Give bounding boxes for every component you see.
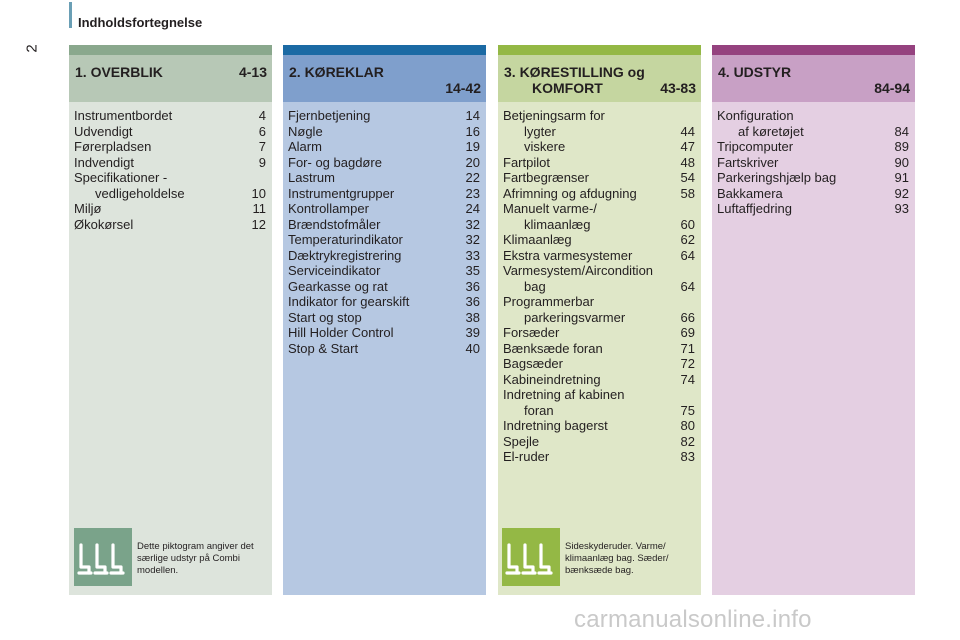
- toc-entry-label: Fartpilot: [503, 154, 550, 170]
- toc-entry[interactable]: [503, 170, 695, 186]
- toc-entry-continuation: klimaanlæg: [524, 216, 591, 232]
- toc-entry-page: 66: [680, 309, 695, 325]
- toc-entry-label: Instrumentgrupper: [288, 185, 395, 201]
- toc-entry-label: Instrumentbordet: [74, 108, 173, 123]
- toc-entry-page: 64: [680, 247, 695, 263]
- toc-entry[interactable]: [503, 325, 695, 341]
- toc-entry-continuation: foran: [524, 402, 554, 418]
- toc-entry[interactable]: [288, 139, 480, 155]
- toc-entry-label: Start og stop: [288, 309, 362, 325]
- toc-entry-page: 9: [258, 154, 266, 170]
- toc-entry[interactable]: [717, 170, 909, 186]
- toc-entry[interactable]: [503, 356, 695, 372]
- toc-entry-label: Dæktrykregistrering: [288, 247, 402, 263]
- pictogram-note: Dette piktogram angiver det særlige udstyr på Combi modellen.: [137, 541, 254, 576]
- toc-entry-continuation: lygter: [524, 123, 556, 139]
- toc-entry-label: Udvendigt: [74, 123, 133, 139]
- toc-entry-label: Alarm: [288, 139, 322, 154]
- toc-entry-page: 69: [680, 325, 695, 340]
- toc-entry-label: Konfiguration: [717, 108, 794, 123]
- toc-entry-page: 35: [465, 263, 480, 278]
- section-page-range: 14-42: [445, 80, 481, 96]
- toc-entry-page: 47: [680, 139, 695, 154]
- section-title: 4. UDSTYR: [718, 64, 792, 80]
- toc-entry-page: 93: [894, 201, 909, 216]
- toc-entry[interactable]: [288, 263, 480, 279]
- toc-entry-page: 54: [680, 170, 695, 185]
- toc-entry[interactable]: [288, 294, 480, 310]
- toc-entry[interactable]: [288, 124, 480, 140]
- toc-entry-label: Programmerbar: [503, 294, 595, 309]
- toc-entry[interactable]: [288, 186, 480, 202]
- toc-entry-label: Bænksæde foran: [503, 340, 603, 356]
- section-header[interactable]: [498, 55, 701, 102]
- toc-entry-label: Afrimning og afdugning: [503, 185, 637, 201]
- toc-entry-page: 6: [258, 123, 266, 139]
- toc-entry[interactable]: [503, 124, 695, 140]
- toc-entry[interactable]: [288, 248, 480, 264]
- section-title: 1. OVERBLIK: [75, 64, 163, 80]
- toc-entry[interactable]: [503, 232, 695, 248]
- toc-entry-continuation: bag: [524, 278, 546, 294]
- toc-entry[interactable]: [288, 217, 480, 233]
- toc-entry-page: 48: [680, 154, 695, 170]
- section-color-strip: [69, 45, 272, 55]
- toc-entry-label: Gearkasse og rat: [288, 278, 388, 294]
- toc-entry[interactable]: [288, 325, 480, 341]
- toc-entry[interactable]: [288, 155, 480, 171]
- toc-entry-label: Betjeningsarm for: [503, 108, 605, 123]
- toc-entry[interactable]: [288, 201, 480, 217]
- toc-entry[interactable]: [503, 372, 695, 388]
- toc-entry-page: 71: [680, 340, 695, 356]
- toc-entry-page: 62: [680, 232, 695, 247]
- section-overblik: [69, 45, 272, 595]
- section-body: [712, 102, 915, 595]
- pictogram-note: Sideskyderuder. Varme/ klimaanlæg bag. Sæder/ bænksæde bag.: [565, 541, 669, 576]
- toc-entry-label: Parkeringshjælp bag: [717, 170, 837, 185]
- toc-entry-continuation: viskere: [524, 139, 566, 154]
- toc-entry-label: Kontrollamper: [288, 201, 369, 216]
- toc-entry[interactable]: [74, 170, 266, 201]
- section-page-range: 84-94: [874, 80, 910, 96]
- toc-entry[interactable]: [503, 434, 695, 450]
- toc-entry-page: 22: [465, 170, 480, 185]
- toc-entry-label: Klimaanlæg: [503, 232, 572, 247]
- toc-entry[interactable]: [288, 232, 480, 248]
- toc-entry[interactable]: [717, 155, 909, 171]
- toc-entry[interactable]: [74, 217, 266, 233]
- toc-entry[interactable]: [288, 341, 480, 357]
- toc-list: [288, 108, 480, 356]
- toc-entry[interactable]: [288, 279, 480, 295]
- toc-entry[interactable]: [503, 201, 695, 232]
- section-koereklar: [283, 45, 486, 595]
- section-body: [498, 102, 701, 595]
- section-color-strip: [283, 45, 486, 55]
- toc-entry[interactable]: [503, 186, 695, 202]
- toc-entry-label: Lastrum: [288, 170, 335, 185]
- toc-entry-label: Indvendigt: [74, 154, 134, 170]
- toc-entry-page: 20: [465, 154, 480, 170]
- toc-entry[interactable]: [717, 108, 909, 139]
- toc-entry[interactable]: [288, 310, 480, 326]
- toc-entry-page: 89: [894, 139, 909, 154]
- toc-entry-label: Miljø: [74, 201, 102, 216]
- toc-entry-page: 36: [465, 278, 480, 294]
- toc-entry-page: 74: [680, 371, 695, 387]
- toc-entry-page: 32: [465, 216, 480, 232]
- toc-entry-page: 64: [680, 278, 695, 294]
- toc-entry[interactable]: [717, 186, 909, 202]
- toc-entry-page: 11: [252, 201, 266, 216]
- toc-entry-label: Fjernbetjening: [288, 108, 371, 123]
- toc-entry-label: Indikator for gearskift: [288, 294, 410, 309]
- toc-list: [717, 108, 909, 217]
- toc-entry-label: For- og bagdøre: [288, 154, 382, 170]
- toc-entry[interactable]: [503, 449, 695, 465]
- watermark: carmanualsonline.info: [574, 606, 812, 633]
- toc-entry-label: Økokørsel: [74, 216, 134, 232]
- combi-seats-icon: [502, 528, 560, 586]
- toc-entry-continuation: parkeringsvarmer: [524, 309, 626, 325]
- toc-entry-label: Luftaffjedring: [717, 201, 792, 216]
- toc-entry-page: 7: [258, 139, 266, 154]
- toc-entry[interactable]: [503, 108, 695, 124]
- toc-entry-label: El-ruder: [503, 449, 550, 464]
- toc-entry-page: 58: [680, 185, 695, 201]
- toc-entry[interactable]: [503, 387, 695, 418]
- toc-entry[interactable]: [717, 139, 909, 155]
- toc-entry-page: 84: [894, 123, 909, 139]
- toc-entry-page: 4: [258, 108, 266, 123]
- section-page-range: 4-13: [238, 64, 267, 80]
- toc-entry-label: Kabineindretning: [503, 371, 601, 387]
- toc-entry[interactable]: [503, 263, 695, 294]
- toc-entry-page: 16: [465, 123, 480, 139]
- toc-entry[interactable]: [288, 108, 480, 124]
- toc-entry-page: 80: [680, 418, 695, 433]
- toc-entry[interactable]: [717, 201, 909, 217]
- toc-entry-label: Manuelt varme-/: [503, 201, 597, 216]
- toc-entry-page: 72: [680, 356, 695, 371]
- toc-entry-label: Fartbegrænser: [503, 170, 589, 185]
- toc-entry[interactable]: [74, 155, 266, 171]
- toc-list: [503, 108, 695, 465]
- toc-entry-label: Serviceindikator: [288, 263, 381, 278]
- toc-entry-label: Nøgle: [288, 123, 323, 139]
- toc-entry-continuation: af køretøjet: [738, 123, 804, 139]
- toc-entry-page: 82: [680, 433, 695, 449]
- toc-entry[interactable]: [74, 124, 266, 140]
- toc-entry[interactable]: [74, 108, 266, 124]
- toc-entry-page: 92: [894, 185, 909, 201]
- toc-entry-page: 39: [465, 325, 480, 340]
- toc-entry[interactable]: [503, 294, 695, 325]
- toc-entry-label: Fartskriver: [717, 154, 779, 170]
- toc-entry-label: Førerpladsen: [74, 139, 152, 154]
- toc-entry-label: Varmesystem/Aircondition: [503, 263, 654, 278]
- section-koerestilling: [498, 45, 701, 595]
- toc-entry-label: Specifikationer -: [74, 170, 168, 185]
- toc-entry[interactable]: [503, 155, 695, 171]
- section-page-range: 43-83: [660, 80, 696, 96]
- toc-entry-label: Temperaturindikator: [288, 232, 403, 247]
- page-number: 2: [23, 44, 41, 53]
- toc-entry[interactable]: [74, 201, 266, 217]
- toc-entry-label: Bakkamera: [717, 185, 783, 201]
- section-body: [69, 102, 272, 595]
- toc-entry-label: Hill Holder Control: [288, 325, 394, 340]
- section-header[interactable]: [69, 55, 272, 102]
- section-title-line2: KOMFORT: [532, 80, 603, 96]
- toc-entry-page: 24: [465, 201, 480, 216]
- toc-entry-label: Bagsæder: [503, 356, 563, 371]
- section-color-strip: [498, 45, 701, 55]
- toc-entry-page: 23: [465, 185, 480, 201]
- toc-entry[interactable]: [503, 418, 695, 434]
- section-body: [283, 102, 486, 595]
- toc-entry-label: Indretning af kabinen: [503, 387, 625, 402]
- toc-entry-label: Spejle: [503, 433, 540, 449]
- toc-entry-page: 14: [465, 108, 480, 123]
- toc-entry-page: 10: [251, 185, 266, 201]
- toc-entry[interactable]: [74, 139, 266, 155]
- section-header[interactable]: [712, 55, 915, 102]
- toc-entry[interactable]: [503, 139, 695, 155]
- toc-entry-page: 91: [894, 170, 909, 185]
- toc-entry-label: Ekstra varmesystemer: [503, 247, 633, 263]
- toc-entry[interactable]: [503, 248, 695, 264]
- section-title: 2. KØREKLAR: [289, 64, 384, 80]
- toc-entry-page: 19: [465, 139, 480, 154]
- toc-entry[interactable]: [503, 341, 695, 357]
- combi-seats-icon: [74, 528, 132, 586]
- toc-entry-label: Tripcomputer: [717, 139, 794, 154]
- toc-entry-label: Brændstofmåler: [288, 216, 381, 232]
- toc-entry-page: 75: [680, 402, 695, 418]
- toc-entry-page: 33: [465, 247, 480, 263]
- page-title: Indholdsfortegnelse: [78, 15, 203, 30]
- section-title: 3. KØRESTILLING og: [504, 64, 645, 80]
- toc-entry-page: 32: [465, 232, 480, 247]
- header-accent-bar: [69, 2, 72, 28]
- toc-entry-page: 38: [465, 309, 480, 325]
- toc-list: [74, 108, 266, 232]
- toc-entry-page: 44: [680, 123, 695, 139]
- toc-entry-page: 36: [465, 294, 480, 309]
- toc-entry-page: 90: [894, 154, 909, 170]
- toc-entry-page: 83: [680, 449, 695, 464]
- toc-entry[interactable]: [288, 170, 480, 186]
- toc-entry-page: 12: [251, 216, 266, 232]
- toc-entry-label: Forsæder: [503, 325, 560, 340]
- toc-entry-label: Indretning bagerst: [503, 418, 608, 433]
- section-udstyr: [712, 45, 915, 595]
- toc-entry-continuation: vedligeholdelse: [95, 185, 185, 201]
- toc-entry-page: 40: [465, 340, 480, 356]
- toc-entry-page: 60: [680, 216, 695, 232]
- section-header[interactable]: [283, 55, 486, 102]
- section-color-strip: [712, 45, 915, 55]
- toc-entry-label: Stop & Start: [288, 340, 359, 356]
